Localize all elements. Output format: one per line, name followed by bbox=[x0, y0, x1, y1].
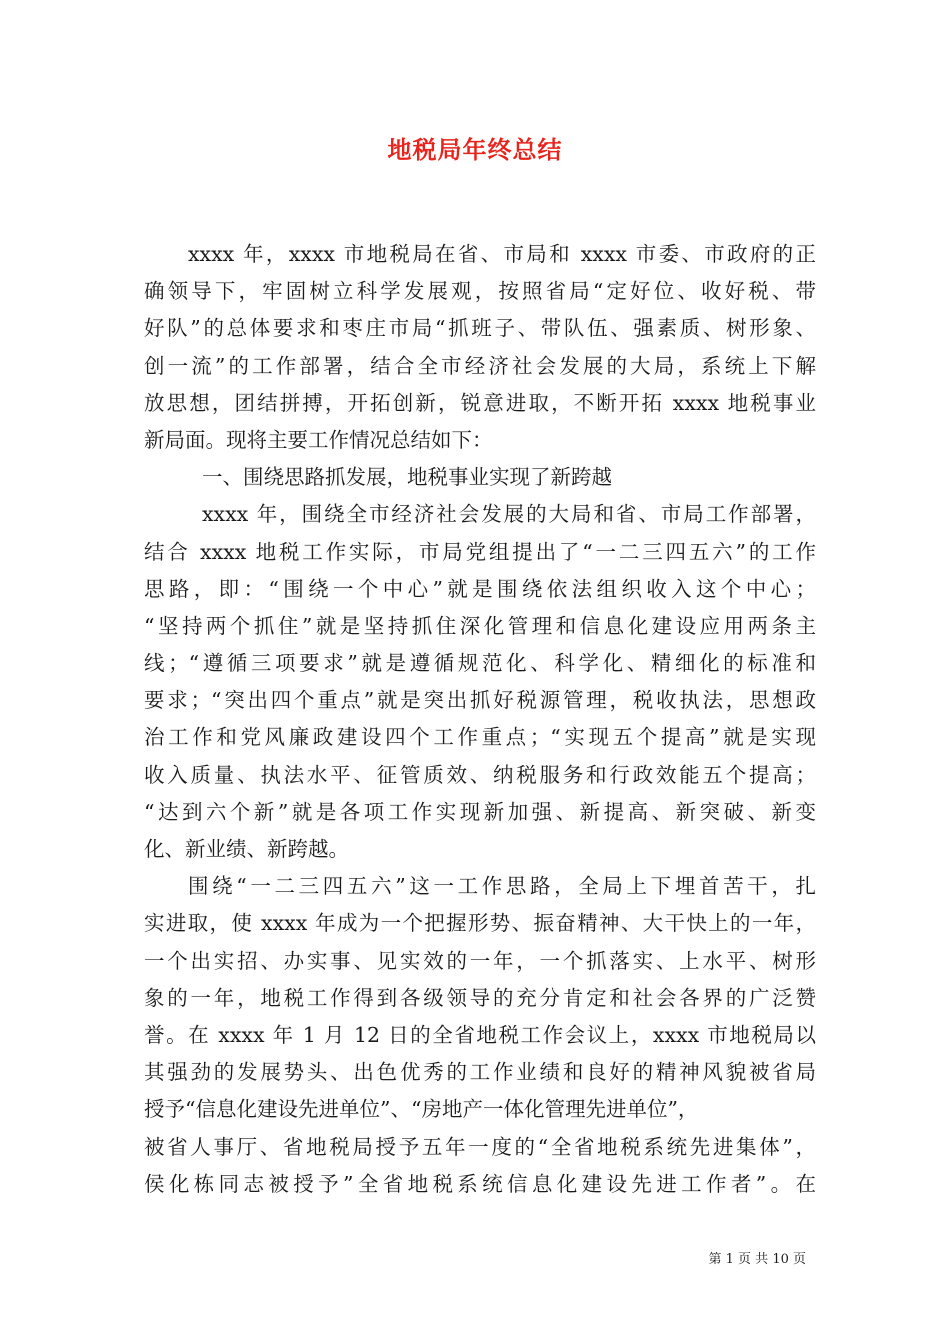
text-line: 结合 xxxx 地税工作实际，市局党组提出了“一二三四五六”的工作 bbox=[144, 539, 816, 564]
text-line: 好队”的总体要求和枣庄市局“抓班子、带队伍、强素质、树形象、 bbox=[144, 316, 816, 341]
section-heading: 一、围绕思路抓发展，地税事业实现了新跨越 bbox=[202, 465, 612, 490]
text-line: 线；“遵循三项要求”就是遵循规范化、科学化、精细化的标准和 bbox=[144, 651, 816, 676]
text-line: 围绕“一二三四五六”这一工作思路，全局上下埋首苦干，扎 bbox=[188, 874, 816, 899]
text-line: 誉。在 xxxx 年 1 月 12 日的全省地税工作会议上，xxxx 市地税局以 bbox=[144, 1022, 816, 1047]
text-line: 化、新业绩、新跨越。 bbox=[144, 837, 349, 861]
text-line: 实进取，使 xxxx 年成为一个把握形势、振奋精神、大干快上的一年， bbox=[144, 911, 816, 936]
text-line: 确领导下，牢固树立科学发展观，按照省局“定好位、收好税、带 bbox=[144, 279, 816, 304]
document-body bbox=[144, 236, 816, 1203]
text-line: 治工作和党风廉政建设四个工作重点；“实现五个提高”就是实现 bbox=[144, 725, 816, 750]
text-line: 创一流”的工作部署，结合全市经济社会发展的大局，系统上下解 bbox=[144, 353, 816, 378]
text-line: 侯化栋同志被授予”全省地税系统信息化建设先进工作者”。在 bbox=[144, 1171, 816, 1196]
text-line: 一个出实招、办实事、见实效的一年，一个抓落实、上水平、树形 bbox=[144, 948, 816, 973]
text-line: 放思想，团结拼搏，开拓创新，锐意进取，不断开拓 xxxx 地税事业 bbox=[144, 390, 816, 415]
text-line: 其强劲的发展势头、出色优秀的工作业绩和良好的精神风貌被省局 bbox=[144, 1060, 816, 1085]
text-line: xxxx 年，围绕全市经济社会发展的大局和省、市局工作部署， bbox=[202, 502, 816, 527]
document-title: 地税局年终总结 bbox=[387, 135, 563, 164]
text-line: xxxx 年，xxxx 市地税局在省、市局和 xxxx 市委、市政府的正 bbox=[188, 242, 816, 266]
text-line: “坚持两个抓住”就是坚持抓住深化管理和信息化建设应用两条主 bbox=[144, 613, 816, 638]
text-line: 要求；“突出四个重点”就是突出抓好税源管理，税收执法，思想政 bbox=[144, 688, 816, 713]
text-line: 象的一年，地税工作得到各级领导的充分肯定和社会各界的广泛赞 bbox=[144, 985, 816, 1010]
text-line: 授予“信息化建设先进单位”、“房地产一体化管理先进单位”， bbox=[144, 1097, 699, 1122]
text-line: 思路，即：“围绕一个中心”就是围绕依法组织收入这个中心； bbox=[144, 576, 816, 601]
page-number: 第 1 页 共 10 页 bbox=[708, 1252, 806, 1267]
text-line: 被省人事厅、省地税局授予五年一度的“全省地税系统先进集体”， bbox=[144, 1134, 816, 1159]
text-line: 收入质量、执法水平、征管质效、纳税服务和行政效能五个提高； bbox=[144, 762, 816, 787]
text-line: 新局面。现将主要工作情况总结如下： bbox=[144, 427, 493, 452]
text-line: “达到六个新”就是各项工作实现新加强、新提高、新突破、新变 bbox=[144, 799, 816, 824]
